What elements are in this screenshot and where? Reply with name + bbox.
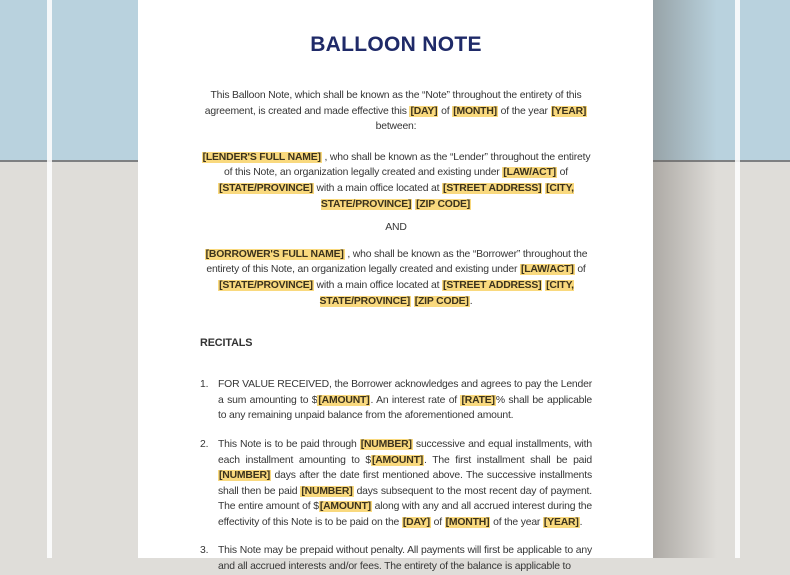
recitals-heading: RECITALS bbox=[200, 337, 253, 350]
recital-text: FOR VALUE RECEIVED, the Borrower acknowledges and agrees to pay the Lender a sum amounting to $[AMOUNT]. An interest rate of [RATE]% shall be applicable to any remaining unpaid balance from the aforementioned amount. bbox=[218, 379, 592, 422]
recital-number: 1. bbox=[200, 379, 209, 391]
placeholder-field: [STATE/PROVINCE] bbox=[219, 279, 313, 291]
placeholder-field: [ZIP CODE] bbox=[416, 198, 471, 210]
placeholder-field: [RATE] bbox=[461, 394, 495, 406]
placeholder-field: [AMOUNT] bbox=[371, 454, 424, 466]
recital-item-2 bbox=[200, 437, 592, 531]
recital-item-1 bbox=[200, 377, 592, 424]
recital-text: This Note may be prepaid without penalty. All payments will first be applicable to any and all accrued interests and/or fees. The entirety of the balance is applicable to bbox=[218, 545, 592, 573]
document-page bbox=[138, 0, 653, 573]
recital-number: 3. bbox=[200, 545, 209, 557]
placeholder-field: [ZIP CODE] bbox=[414, 295, 469, 307]
placeholder-field: [LENDER'S FULL NAME] bbox=[202, 151, 321, 163]
placeholder-field: [NUMBER] bbox=[301, 485, 353, 497]
backdrop-stripe-left bbox=[47, 0, 52, 558]
borrower-paragraph: [BORROWER'S FULL NAME] , who shall be known as the “Borrower” throughout the entirety of this Note, an organization legally created and existing under [LAW/ACT] of [STATE/PROVINCE] with a main office located at [STREET ADDRESS] [CITY, STATE/PROVINCE] [ZIP CODE]. bbox=[205, 248, 588, 307]
placeholder-field: [BORROWER'S FULL NAME] bbox=[205, 248, 344, 260]
placeholder-field: [CITY, STATE/PROVINCE] bbox=[319, 279, 574, 307]
lender-paragraph: [LENDER'S FULL NAME] , who shall be known as the “Lender” throughout the entirety of this Note, an organization legally created and existing under [LAW/ACT] of [STATE/PROVINCE] with a main office located at [STREET ADDRESS] [CITY, STATE/PROVINCE] [ZIP CODE] bbox=[202, 151, 591, 210]
placeholder-field: [STREET ADDRESS] bbox=[443, 182, 542, 194]
intro-paragraph: This Balloon Note, which shall be known as the “Note” throughout the entirety of this agreement, is created and made effective this [DAY] of [MONTH] of the year [YEAR] between: bbox=[204, 90, 587, 133]
backdrop-stripe-right bbox=[735, 0, 740, 558]
document-title: BALLOON NOTE bbox=[310, 33, 482, 56]
recital-text: This Note is to be paid through [NUMBER] successive and equal installments, with each installment amounting to $[AMOUNT]. The first installment shall be paid [NUMBER] days after the date first mentioned above. The successive installments shall then be paid [NUMBER] days subsequent to the most recent day of payment. The entire amount of $[AMOUNT] along with any and all accrued interest during the effectivity of this Note is to be paid on the [DAY] of [MONTH] of the year [YEAR]. bbox=[218, 438, 592, 528]
placeholder-field: [CITY, STATE/PROVINCE] bbox=[320, 182, 574, 210]
placeholder-field: [STREET ADDRESS] bbox=[443, 279, 542, 291]
placeholder-field: [AMOUNT] bbox=[319, 501, 371, 513]
placeholder-field: [AMOUNT] bbox=[318, 394, 370, 406]
recitals-list bbox=[200, 377, 592, 575]
placeholder-field: [YEAR] bbox=[551, 105, 587, 117]
placeholder-field: [STATE/PROVINCE] bbox=[219, 182, 313, 194]
placeholder-field: [NUMBER] bbox=[219, 470, 271, 482]
page-edge-shadow bbox=[653, 0, 717, 558]
placeholder-field: [LAW/ACT] bbox=[520, 264, 574, 276]
placeholder-field: [LAW/ACT] bbox=[503, 167, 556, 179]
placeholder-field: [NUMBER] bbox=[360, 438, 412, 450]
placeholder-field: [YEAR] bbox=[543, 516, 579, 528]
placeholder-field: [DAY] bbox=[410, 105, 438, 117]
and-separator: AND bbox=[385, 222, 407, 234]
placeholder-field: [DAY] bbox=[402, 516, 430, 528]
placeholder-field: [MONTH] bbox=[453, 105, 497, 117]
recital-number: 2. bbox=[200, 438, 209, 450]
placeholder-field: [MONTH] bbox=[445, 516, 490, 528]
recital-item-3 bbox=[200, 543, 592, 574]
